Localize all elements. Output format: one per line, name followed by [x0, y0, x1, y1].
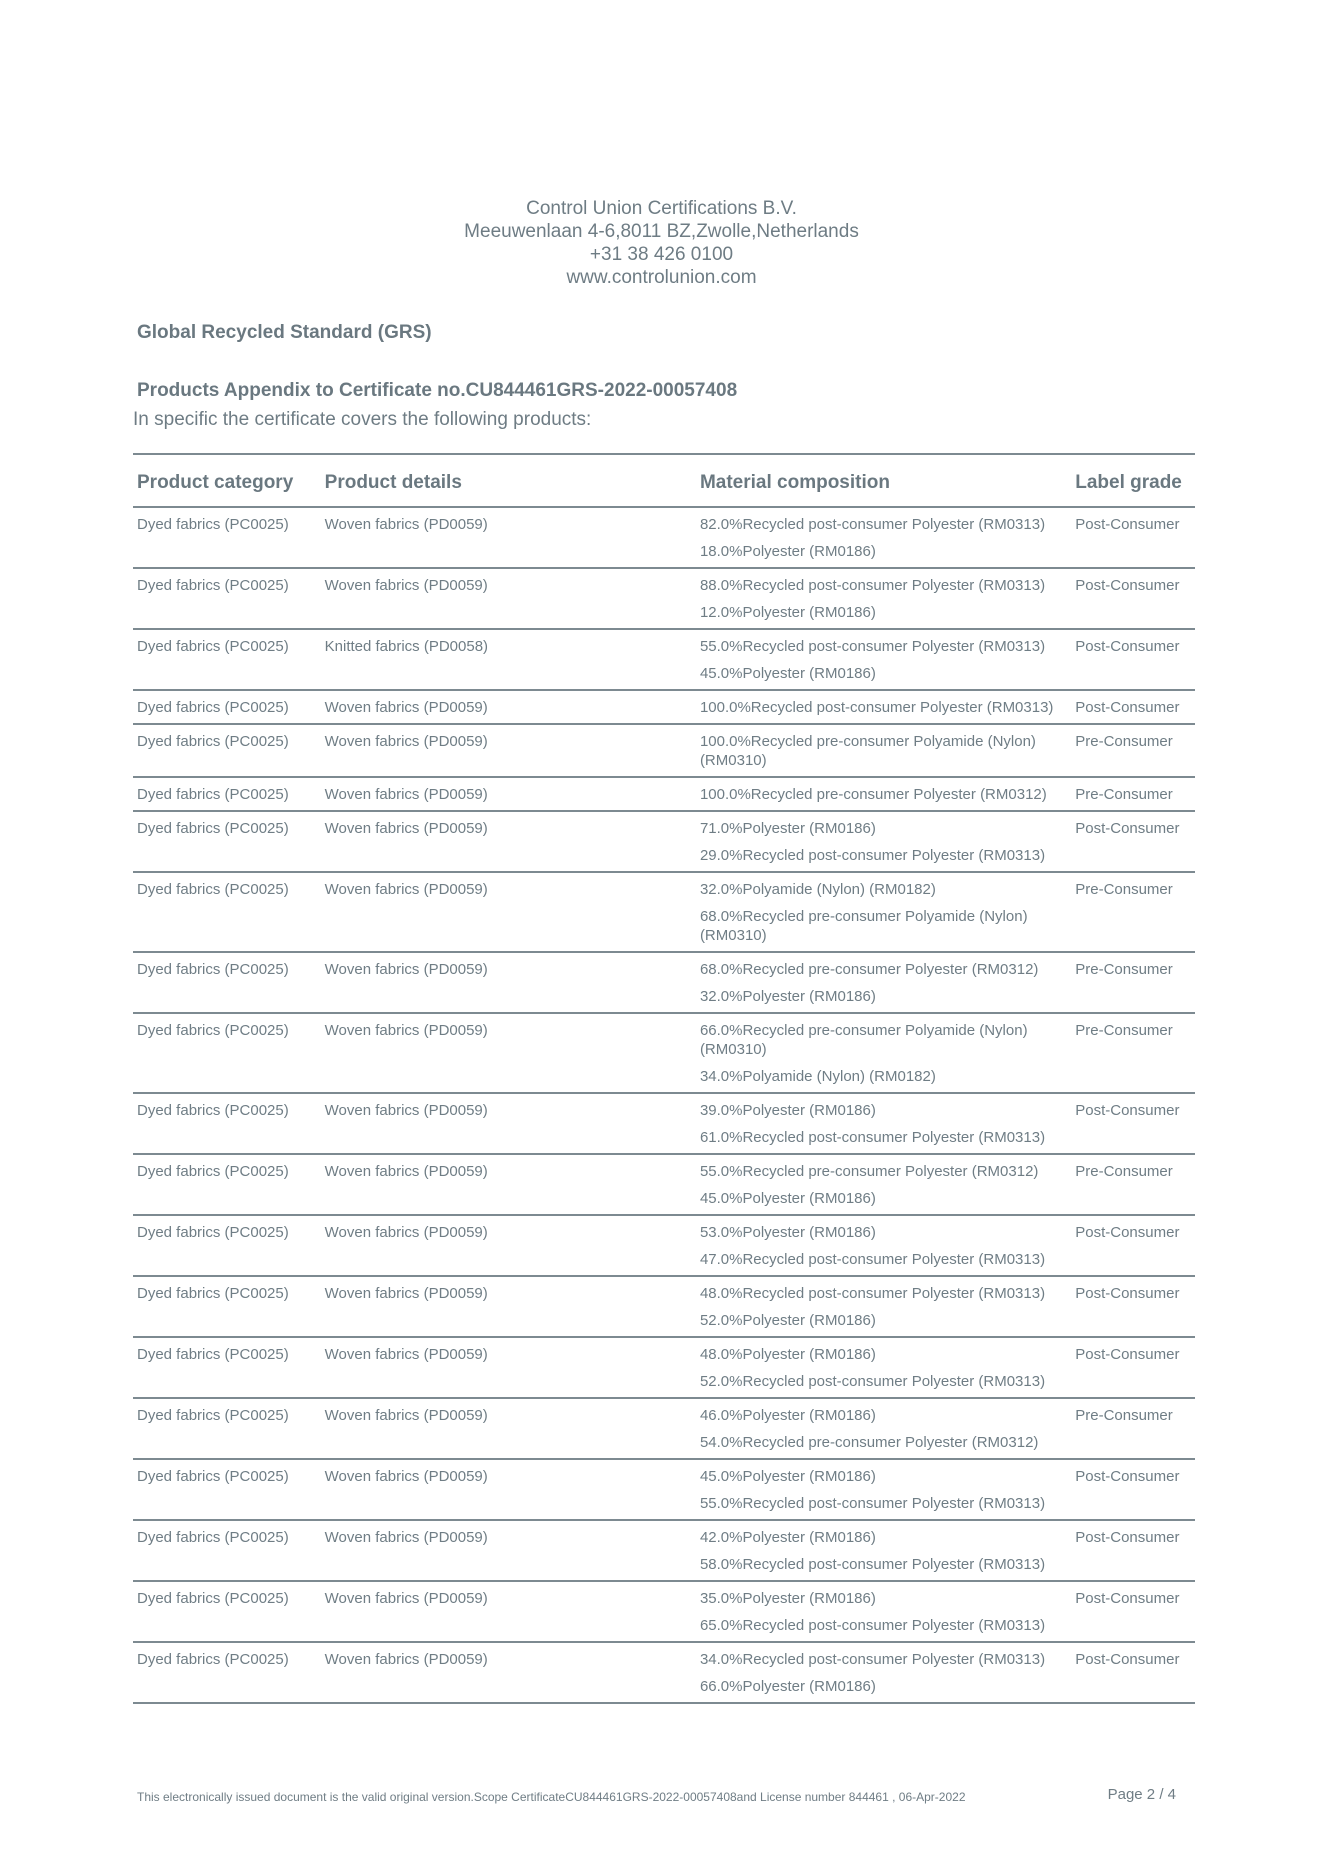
cell-label-grade: Pre-Consumer — [1071, 724, 1195, 777]
material-line: 88.0%Recycled post-consumer Polyester (RM0313) — [699, 577, 1046, 594]
cell-product-category: Dyed fabrics (PC0025) — [133, 1154, 321, 1215]
table-row — [133, 1337, 1195, 1398]
cell-label-grade: Pre-Consumer — [1071, 1154, 1195, 1215]
cell-label-grade: Post-Consumer — [1071, 1215, 1195, 1276]
cell-material-composition — [696, 1642, 1071, 1703]
cell-material-composition — [696, 1581, 1071, 1642]
material-line: 46.0%Polyester (RM0186) — [699, 1407, 876, 1424]
cell-product-category: Dyed fabrics (PC0025) — [133, 1093, 321, 1154]
material-line: 66.0%Recycled pre-consumer Polyamide (Nylon) (RM0310) — [699, 1022, 1028, 1058]
cell-product-details: Woven fabrics (PD0059) — [321, 952, 696, 1013]
cell-product-details: Woven fabrics (PD0059) — [321, 1013, 696, 1093]
cell-product-details: Woven fabrics (PD0059) — [321, 1337, 696, 1398]
cell-product-details: Woven fabrics (PD0059) — [321, 811, 696, 872]
cell-material-composition — [696, 1398, 1071, 1459]
cell-material-composition — [696, 872, 1071, 952]
material-line: 55.0%Recycled post-consumer Polyester (RM0313) — [699, 638, 1046, 655]
cell-product-category: Dyed fabrics (PC0025) — [133, 1642, 321, 1703]
cell-label-grade: Post-Consumer — [1071, 507, 1195, 568]
issuer-header — [0, 197, 1323, 289]
table-row — [133, 777, 1195, 811]
table-row — [133, 1642, 1195, 1703]
cell-label-grade: Pre-Consumer — [1071, 777, 1195, 811]
cell-label-grade: Post-Consumer — [1071, 1337, 1195, 1398]
material-line: 100.0%Recycled post-consumer Polyester (RM0313) — [699, 699, 1054, 716]
material-line: 29.0%Recycled post-consumer Polyester (RM0313) — [699, 847, 1046, 864]
cell-product-category: Dyed fabrics (PC0025) — [133, 811, 321, 872]
table-row — [133, 690, 1195, 724]
header-material-composition: Material composition — [696, 454, 1071, 507]
cell-product-category: Dyed fabrics (PC0025) — [133, 1520, 321, 1581]
material-line: 34.0%Recycled post-consumer Polyester (RM0313) — [699, 1651, 1046, 1668]
cell-material-composition — [696, 1520, 1071, 1581]
material-line: 100.0%Recycled pre-consumer Polyamide (Nylon) (RM0310) — [699, 733, 1036, 769]
header-label-grade: Label grade — [1071, 454, 1195, 507]
cell-product-details: Woven fabrics (PD0059) — [321, 568, 696, 629]
cell-material-composition — [696, 777, 1071, 811]
cell-label-grade: Post-Consumer — [1071, 568, 1195, 629]
cell-product-details: Woven fabrics (PD0059) — [321, 777, 696, 811]
table-row — [133, 1581, 1195, 1642]
material-line: 55.0%Recycled post-consumer Polyester (RM0313) — [699, 1495, 1046, 1512]
standard-title: Global Recycled Standard (GRS) — [137, 322, 432, 343]
cell-product-category: Dyed fabrics (PC0025) — [133, 1215, 321, 1276]
table-row — [133, 952, 1195, 1013]
table-row — [133, 1013, 1195, 1093]
cell-product-details: Woven fabrics (PD0059) — [321, 1642, 696, 1703]
table-row — [133, 1154, 1195, 1215]
table-row — [133, 1459, 1195, 1520]
material-line: 18.0%Polyester (RM0186) — [699, 543, 876, 560]
cell-label-grade: Post-Consumer — [1071, 690, 1195, 724]
cell-label-grade: Post-Consumer — [1071, 629, 1195, 690]
material-line: 32.0%Polyamide (Nylon) (RM0182) — [699, 881, 936, 898]
cell-product-category: Dyed fabrics (PC0025) — [133, 1337, 321, 1398]
material-line: 34.0%Polyamide (Nylon) (RM0182) — [699, 1068, 936, 1085]
table-row — [133, 1520, 1195, 1581]
cell-material-composition — [696, 1154, 1071, 1215]
cell-product-category: Dyed fabrics (PC0025) — [133, 507, 321, 568]
cell-material-composition — [696, 952, 1071, 1013]
cell-product-category: Dyed fabrics (PC0025) — [133, 1276, 321, 1337]
cell-product-details: Woven fabrics (PD0059) — [321, 1398, 696, 1459]
cell-product-category: Dyed fabrics (PC0025) — [133, 1398, 321, 1459]
cell-product-category: Dyed fabrics (PC0025) — [133, 724, 321, 777]
cell-product-details: Woven fabrics (PD0059) — [321, 1276, 696, 1337]
cell-product-category: Dyed fabrics (PC0025) — [133, 568, 321, 629]
cell-product-category: Dyed fabrics (PC0025) — [133, 777, 321, 811]
cell-label-grade: Pre-Consumer — [1071, 952, 1195, 1013]
cell-material-composition — [696, 1459, 1071, 1520]
material-line: 53.0%Polyester (RM0186) — [699, 1224, 876, 1241]
material-line: 66.0%Polyester (RM0186) — [699, 1678, 876, 1695]
material-line: 61.0%Recycled post-consumer Polyester (RM0313) — [699, 1129, 1046, 1146]
cell-label-grade: Post-Consumer — [1071, 811, 1195, 872]
cell-material-composition — [696, 724, 1071, 777]
material-line: 39.0%Polyester (RM0186) — [699, 1102, 876, 1119]
table-row — [133, 811, 1195, 872]
cell-product-details: Woven fabrics (PD0059) — [321, 1581, 696, 1642]
table-row — [133, 568, 1195, 629]
cell-product-category: Dyed fabrics (PC0025) — [133, 1581, 321, 1642]
material-line: 100.0%Recycled pre-consumer Polyester (RM0312) — [699, 786, 1047, 803]
cell-label-grade: Post-Consumer — [1071, 1093, 1195, 1154]
cell-material-composition — [696, 568, 1071, 629]
header-product-details: Product details — [321, 454, 696, 507]
footer-note: This electronically issued document is the valid original version.Scope CertificateCU844461GRS-2022-00057408and License number 844461 , 06-Apr-2022 — [137, 1790, 966, 1804]
cell-label-grade: Post-Consumer — [1071, 1459, 1195, 1520]
material-line: 54.0%Recycled pre-consumer Polyester (RM0312) — [699, 1434, 1039, 1451]
cell-label-grade: Post-Consumer — [1071, 1642, 1195, 1703]
table-row — [133, 872, 1195, 952]
material-line: 47.0%Recycled post-consumer Polyester (RM0313) — [699, 1251, 1046, 1268]
cell-product-details: Woven fabrics (PD0059) — [321, 1520, 696, 1581]
material-line: 48.0%Recycled post-consumer Polyester (RM0313) — [699, 1285, 1046, 1302]
cell-label-grade: Pre-Consumer — [1071, 1013, 1195, 1093]
issuer-phone: +31 38 426 0100 — [589, 244, 734, 265]
table-row — [133, 1398, 1195, 1459]
table-header-row — [133, 454, 1195, 507]
cell-product-details: Knitted fabrics (PD0058) — [321, 629, 696, 690]
cell-material-composition — [696, 1093, 1071, 1154]
issuer-website[interactable]: www.controlunion.com — [566, 267, 757, 288]
cell-label-grade: Post-Consumer — [1071, 1276, 1195, 1337]
cell-product-details: Woven fabrics (PD0059) — [321, 724, 696, 777]
material-line: 48.0%Polyester (RM0186) — [699, 1346, 876, 1363]
material-line: 45.0%Polyester (RM0186) — [699, 1190, 876, 1207]
cell-product-details: Woven fabrics (PD0059) — [321, 1215, 696, 1276]
cell-product-category: Dyed fabrics (PC0025) — [133, 1013, 321, 1093]
cell-label-grade: Post-Consumer — [1071, 1581, 1195, 1642]
material-line: 55.0%Recycled pre-consumer Polyester (RM0312) — [699, 1163, 1039, 1180]
cell-material-composition — [696, 507, 1071, 568]
cell-label-grade: Pre-Consumer — [1071, 1398, 1195, 1459]
cell-material-composition — [696, 690, 1071, 724]
cell-product-details: Woven fabrics (PD0059) — [321, 1093, 696, 1154]
material-line: 68.0%Recycled pre-consumer Polyamide (Nylon) (RM0310) — [699, 908, 1028, 944]
cell-product-details: Woven fabrics (PD0059) — [321, 690, 696, 724]
material-line: 35.0%Polyester (RM0186) — [699, 1590, 876, 1607]
cell-product-category: Dyed fabrics (PC0025) — [133, 1459, 321, 1520]
issuer-address: Meeuwenlaan 4-6,8011 BZ,Zwolle,Netherlands — [464, 221, 859, 242]
cell-material-composition — [696, 629, 1071, 690]
cell-product-category: Dyed fabrics (PC0025) — [133, 952, 321, 1013]
material-line: 65.0%Recycled post-consumer Polyester (RM0313) — [699, 1617, 1046, 1634]
table-row — [133, 1276, 1195, 1337]
cell-material-composition — [696, 811, 1071, 872]
table-row — [133, 629, 1195, 690]
material-line: 68.0%Recycled pre-consumer Polyester (RM0312) — [699, 961, 1039, 978]
cell-material-composition — [696, 1337, 1071, 1398]
material-line: 82.0%Recycled post-consumer Polyester (RM0313) — [699, 516, 1046, 533]
page-number: Page 2 / 4 — [1107, 1786, 1176, 1803]
material-line: 45.0%Polyester (RM0186) — [699, 665, 876, 682]
cell-label-grade: Pre-Consumer — [1071, 872, 1195, 952]
cell-product-details: Woven fabrics (PD0059) — [321, 1459, 696, 1520]
material-line: 52.0%Recycled post-consumer Polyester (RM0313) — [699, 1373, 1046, 1390]
appendix-title: Products Appendix to Certificate no.CU844461GRS-2022-00057408 — [137, 380, 738, 401]
table-row — [133, 1215, 1195, 1276]
material-line: 12.0%Polyester (RM0186) — [699, 604, 876, 621]
cell-material-composition — [696, 1013, 1071, 1093]
products-table — [133, 453, 1195, 1704]
intro-text: In specific the certificate covers the following products: — [133, 409, 592, 430]
cell-material-composition — [696, 1276, 1071, 1337]
cell-product-details: Woven fabrics (PD0059) — [321, 872, 696, 952]
cell-product-details: Woven fabrics (PD0059) — [321, 507, 696, 568]
cell-product-details: Woven fabrics (PD0059) — [321, 1154, 696, 1215]
table-row — [133, 724, 1195, 777]
table-row — [133, 507, 1195, 568]
cell-label-grade: Post-Consumer — [1071, 1520, 1195, 1581]
material-line: 32.0%Polyester (RM0186) — [699, 988, 876, 1005]
cell-material-composition — [696, 1215, 1071, 1276]
cell-product-category: Dyed fabrics (PC0025) — [133, 690, 321, 724]
material-line: 52.0%Polyester (RM0186) — [699, 1312, 876, 1329]
header-product-category: Product category — [133, 454, 321, 507]
material-line: 71.0%Polyester (RM0186) — [699, 820, 876, 837]
issuer-company: Control Union Certifications B.V. — [526, 198, 797, 219]
material-line: 42.0%Polyester (RM0186) — [699, 1529, 876, 1546]
material-line: 45.0%Polyester (RM0186) — [699, 1468, 876, 1485]
table-row — [133, 1093, 1195, 1154]
table-body — [133, 507, 1195, 1703]
cell-product-category: Dyed fabrics (PC0025) — [133, 872, 321, 952]
material-line: 58.0%Recycled post-consumer Polyester (RM0313) — [699, 1556, 1046, 1573]
cell-product-category: Dyed fabrics (PC0025) — [133, 629, 321, 690]
